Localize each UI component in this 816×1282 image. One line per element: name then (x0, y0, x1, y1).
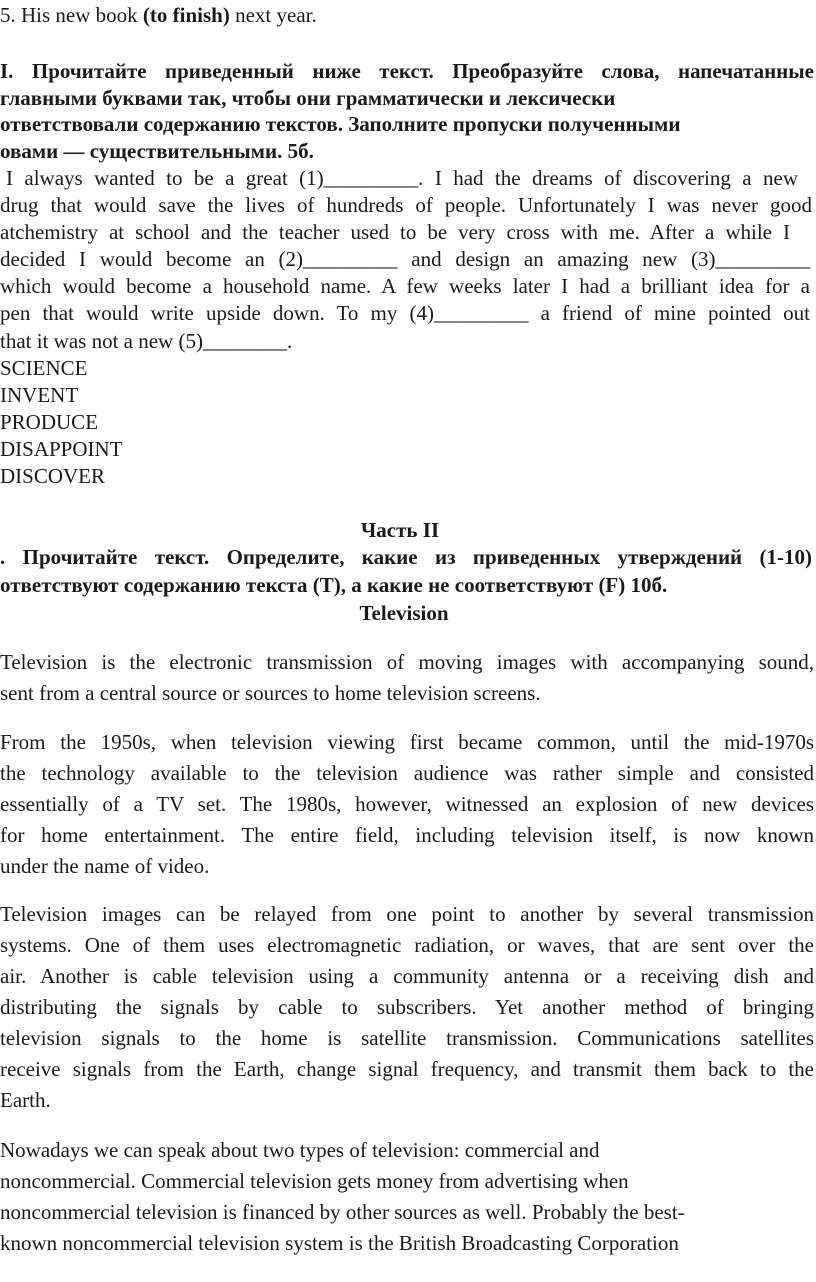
section-i-instruction-line-4: овами — существительными. 5б. (0, 139, 314, 163)
gap-text-line-7: that it was not a new (5)________. (0, 329, 293, 353)
paragraph-line: air. Another is cable television using a community antenna or a receiving dish and (0, 964, 814, 988)
part2-instruction-line-1: . Прочитайте текст. Определите, какие из приведенных утверждений (1-10) (0, 545, 812, 569)
paragraph-line: Television is the electronic transmission of moving images with accompanying sound, (0, 650, 814, 674)
gap-text-line-5: which would become a household name. A few weeks later I had a brilliant idea for a (0, 274, 810, 298)
word-list-item: SCIENCE (0, 356, 88, 380)
gap-text-line-1: I always wanted to be a great (1)_________. I had the dreams of discovering a new (6, 166, 798, 190)
gap-text-line-2: drug that would save the lives of hundreds of people. Unfortunately I was never good (0, 193, 812, 217)
part2-instruction-line-2: ответствуют содержанию текста (T), а какие не соответствуют (F) 10б. (0, 573, 668, 597)
paragraph-line: systems. One of them uses electromagnetic radiation, or waves, that are sent over the (0, 933, 814, 957)
section-i-instruction-line-3: ответствовали содержанию текстов. Заполните пропуски полученными (0, 112, 681, 136)
paragraph-line: essentially of a TV set. The 1980s, however, witnessed an explosion of new devices (0, 792, 814, 816)
gap-text-line-3: atchemistry at school and the teacher used to be very cross with me. After a while I (0, 220, 790, 244)
word-list-item: DISAPPOINT (0, 437, 123, 461)
paragraph-2 (0, 727, 814, 882)
paragraph-line: Earth. (0, 1088, 51, 1112)
section-i-instruction-line-2: главными буквами так, чтобы они грамматически и лексически (0, 86, 616, 110)
paragraph-line: From the 1950s, when television viewing first became common, until the mid-1970s (0, 730, 814, 754)
part2-heading: Часть II (360, 518, 440, 542)
paragraph-1 (0, 647, 814, 709)
paragraph-line: sent from a central source or sources to home television screens. (0, 681, 541, 705)
word-list-item: PRODUCE (0, 410, 99, 434)
paragraph-line: known noncommercial television system is the British Broadcasting Corporation (0, 1231, 679, 1255)
paragraph-line: Nowadays we can speak about two types of television: commercial and (0, 1138, 600, 1162)
paragraph-line: Television images can be relayed from one point to another by several transmission (0, 902, 814, 926)
gap-text-line-6: pen that would write upside down. To my (4)_________ a friend of mine pointed out (0, 301, 810, 325)
paragraph-line: television signals to the home is satellite transmission. Communications satellites (0, 1026, 814, 1050)
paragraph-line: noncommercial television is financed by other sources as well. Probably the best- (0, 1200, 685, 1224)
gap-text-line-4: decided I would become an (2)_________ and design an amazing new (3)_________ (0, 247, 810, 271)
word-list-item: DISCOVER (0, 464, 106, 488)
paragraph-line: the technology available to the television audience was rather simple and consisted (0, 761, 814, 785)
paragraph-line: for home entertainment. The entire field, including television itself, is now known (0, 823, 814, 847)
paragraph-line: receive signals from the Earth, change signal frequency, and transmit them back to the (0, 1057, 814, 1081)
paragraph-line: under the name of video. (0, 854, 210, 878)
paragraph-4 (0, 1135, 800, 1259)
task5-suffix: next year. (229, 3, 317, 27)
paragraph-line: noncommercial. Commercial television gets money from advertising when (0, 1169, 629, 1193)
paragraph-3 (0, 899, 814, 1116)
part2-title: Television (359, 601, 449, 625)
section-i-instruction-line-1: І. Прочитайте приведенный ниже текст. Преобразуйте слова, напечатанные (0, 59, 814, 83)
word-list-item: INVENT (0, 383, 79, 407)
task5-prefix: 5. His new book (0, 3, 143, 27)
task5-verb-hint: (to finish) (142, 3, 230, 27)
task5-sentence (0, 2, 317, 28)
paragraph-line: distributing the signals by cable to subscribers. Yet another method of bringing (0, 995, 814, 1019)
